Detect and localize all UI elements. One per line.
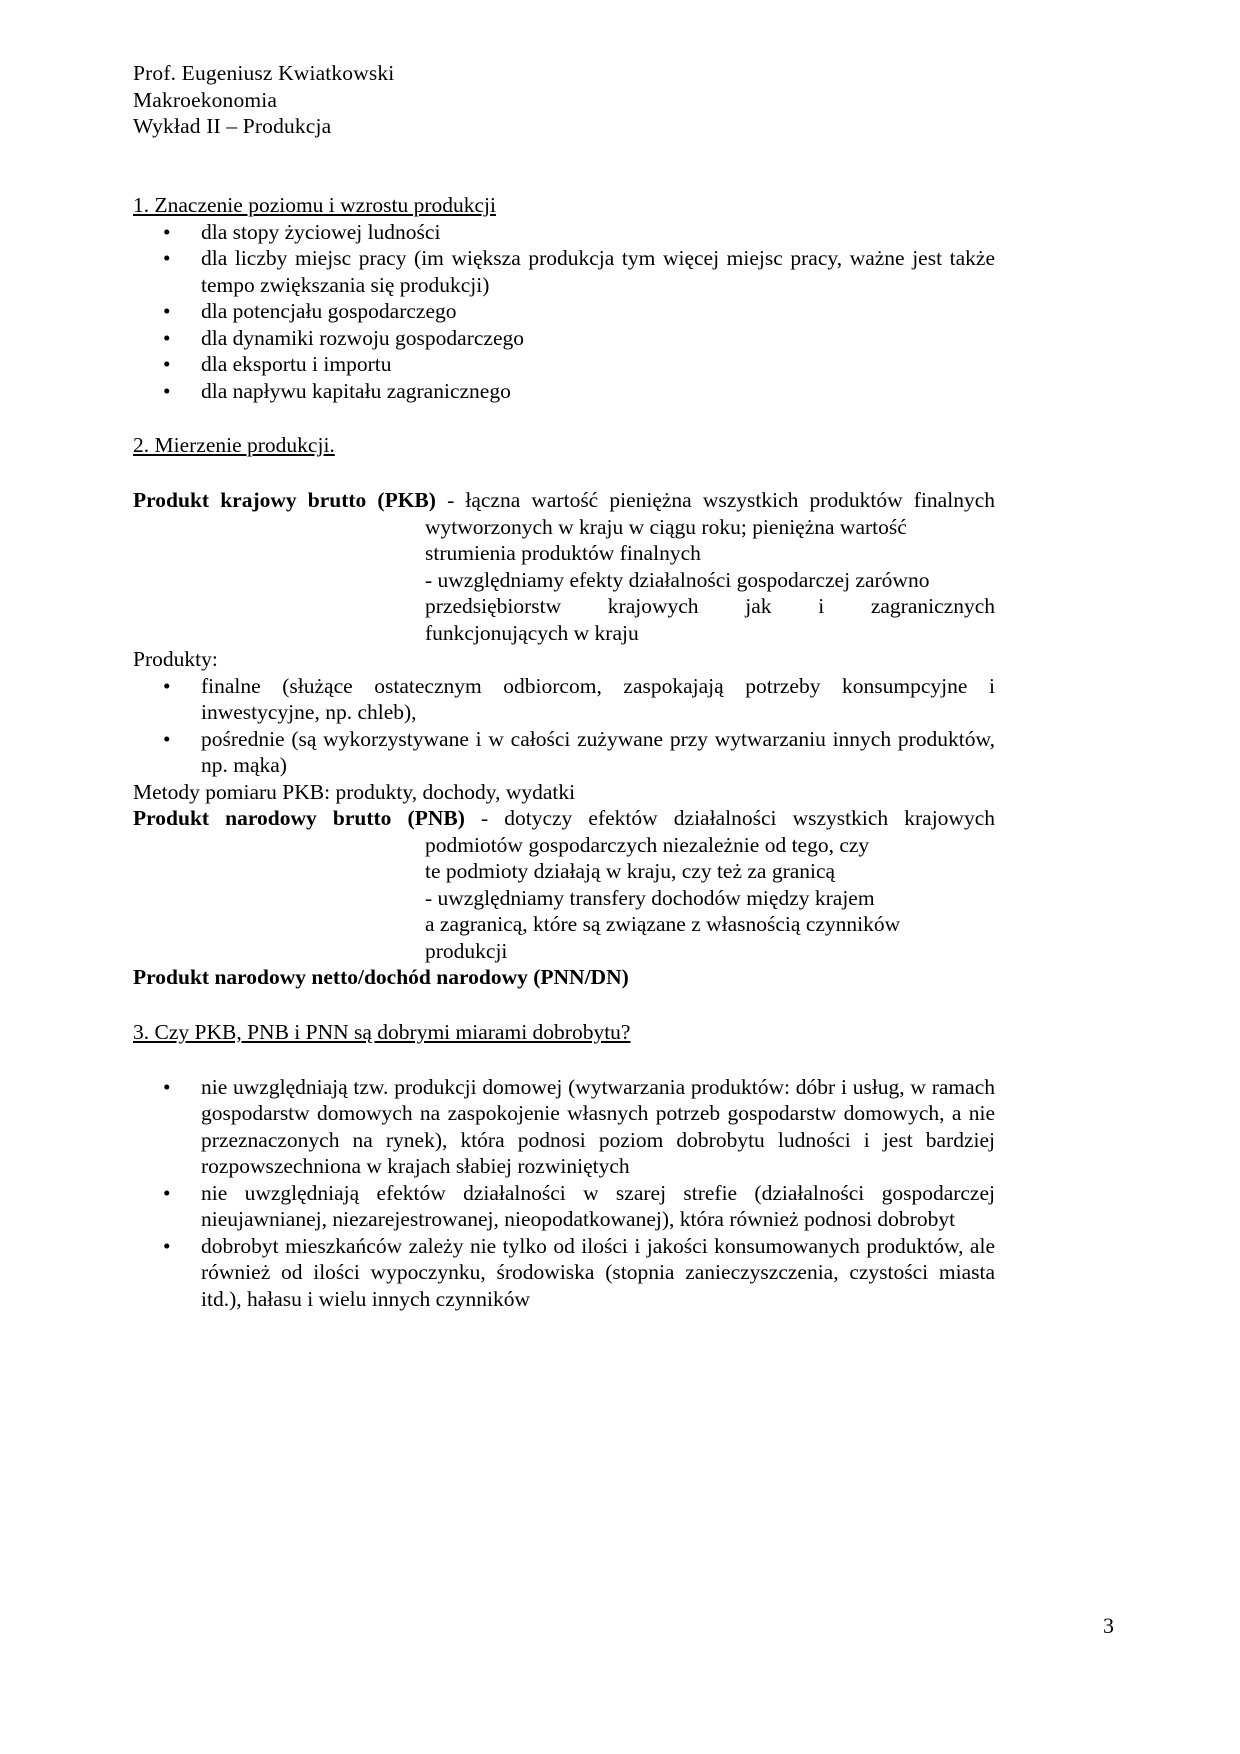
pkb-body-line: wytworzonych w kraju w ciągu roku; pieniężna wartość	[425, 514, 907, 539]
pkb-body-line: strumienia produktów finalnych	[425, 541, 701, 565]
list-item-text: nie uwzględniają efektów działalności w szarej strefie (działalności gospodarczej nieujawnianej, niezarejestrowanej, nieopodatkowanej), która również podnosi dobrobyt	[201, 1180, 995, 1231]
list-item	[133, 673, 995, 726]
section-1	[133, 192, 995, 405]
bullet-icon: •	[163, 299, 171, 323]
header-author: Prof. Eugeniusz Kwiatkowski	[133, 61, 395, 85]
pnb-body-line: te podmioty działają w kraju, czy też za granicą	[425, 859, 836, 883]
produkty-bullet-list	[133, 673, 995, 779]
section-2-heading-wrap	[133, 432, 995, 459]
pkb-first-line	[133, 487, 995, 514]
list-item	[133, 378, 995, 405]
spacer	[133, 140, 995, 192]
pkb-body-line: funkcjonujących w kraju	[425, 620, 639, 645]
pnb-dash-intro: - dotyczy efektów działalności wszystkich krajowych	[464, 806, 995, 830]
section-2-heading: 2. Mierzenie produkcji.	[133, 433, 335, 457]
pnb-term: Produkt narodowy brutto (PNB)	[133, 806, 465, 830]
pnb-body	[425, 832, 995, 965]
list-item	[133, 726, 995, 779]
list-item	[133, 298, 995, 325]
page-number: 3	[1103, 1613, 1114, 1638]
spacer	[133, 1046, 995, 1074]
pnb-body-line: produkcji	[425, 938, 508, 963]
pnn-dn-line: Produkt narodowy netto/dochód narodowy (PNN/DN)	[133, 965, 629, 989]
bullet-icon: •	[163, 726, 171, 751]
list-item	[133, 325, 995, 352]
header-lecture: Wykład II – Produkcja	[133, 114, 332, 138]
bullet-icon: •	[163, 1233, 171, 1258]
definition-pnb	[133, 805, 995, 964]
list-item-text: dla liczby miejsc pracy (im większa produkcja tym więcej miejsc pracy, ważne jest także tempo zwiększania się produkcji)	[201, 246, 995, 297]
pnb-body-line: - uwzględniamy transfery dochodów między krajem	[425, 885, 875, 910]
pkb-body	[425, 514, 995, 647]
list-item	[133, 245, 995, 298]
bullet-icon: •	[163, 352, 171, 376]
pkb-term: Produkt krajowy brutto (PKB)	[133, 488, 436, 512]
pnb-body-line: a zagranicą, które są związane z własnością czynników	[425, 912, 901, 936]
bullet-icon: •	[163, 673, 171, 698]
section-3-bullet-list	[133, 1074, 995, 1313]
section-3	[133, 1019, 995, 1313]
list-item-text: dla napływu kapitału zagranicznego	[201, 378, 511, 403]
bullet-icon: •	[163, 246, 171, 270]
spacer	[133, 459, 995, 487]
pkb-dash-intro: - łączna wartość pieniężna wszystkich produktów finalnych	[435, 488, 995, 512]
pkb-body-line: przedsiębiorstw krajowych jak i zagranicznych	[425, 594, 995, 618]
list-item-text: nie uwzględniają tzw. produkcji domowej (wytwarzania produktów: dóbr i usług, w ramach gospodarstw domowych na zaspokojenie własnych potrzeb gospodarstw domowych, a nie przeznaczonych na rynek), która podnosi poziom dobrobytu ludności i jest bardziej rozpowszechniona w krajach słabiej rozwiniętych	[201, 1074, 995, 1178]
section-1-heading: 1. Znaczenie poziomu i wzrostu produkcji	[133, 192, 497, 217]
document-header	[133, 60, 995, 140]
section-3-heading: 3. Czy PKB, PNB i PNN są dobrymi miarami dobrobytu?	[133, 1019, 631, 1044]
list-item	[133, 1180, 995, 1233]
section-2	[133, 432, 995, 991]
pkb-body-line: - uwzględniamy efekty działalności gospodarczej zarówno	[425, 567, 930, 592]
spacer	[133, 991, 995, 1019]
bullet-icon: •	[163, 219, 171, 244]
bullet-icon: •	[163, 325, 171, 350]
section-3-list-wrap	[133, 1074, 995, 1313]
header-course: Makroekonomia	[133, 87, 278, 112]
section-3-heading-wrap	[133, 1019, 995, 1046]
section-1-bullet-list	[133, 219, 995, 405]
list-item	[133, 1074, 995, 1180]
list-item-text: dla dynamiki rozwoju gospodarczego	[201, 325, 525, 350]
list-item	[133, 219, 995, 246]
definition-pkb	[133, 487, 995, 646]
bullet-icon: •	[163, 378, 171, 403]
list-item-text: finalne (służące ostatecznym odbiorcom, zaspokajają potrzeby konsumpcyjne i inwestycyjne, np. chleb),	[201, 673, 995, 724]
list-item-text: pośrednie (są wykorzystywane i w całości zużywane przy wytwarzaniu innych produktów, np. mąka)	[201, 726, 995, 777]
pnb-first-line	[133, 805, 995, 832]
metody-pomiaru-line: Metody pomiaru PKB: produkty, dochody, wydatki	[133, 779, 576, 804]
bullet-icon: •	[163, 1180, 171, 1205]
list-item-text: dla stopy życiowej ludności	[201, 219, 441, 244]
document-content	[133, 60, 995, 1312]
section-1-heading-wrap	[133, 192, 995, 219]
produkty-label: Produkty:	[133, 647, 218, 671]
pnb-body-line: podmiotów gospodarczych niezależnie od tego, czy	[425, 832, 870, 857]
bullet-icon: •	[163, 1074, 171, 1099]
list-item-text: dla potencjału gospodarczego	[201, 299, 457, 323]
list-item-text: dobrobyt mieszkańców zależy nie tylko od ilości i jakości konsumowanych produktów, ale również od ilości wypoczynku, środowiska (stopnia zanieczyszczenia, czystości miasta itd.), hałasu i wielu innych czynników	[201, 1233, 995, 1311]
list-item	[133, 351, 995, 378]
list-item-text: dla eksportu i importu	[201, 352, 392, 376]
spacer	[133, 404, 995, 432]
list-item	[133, 1233, 995, 1313]
